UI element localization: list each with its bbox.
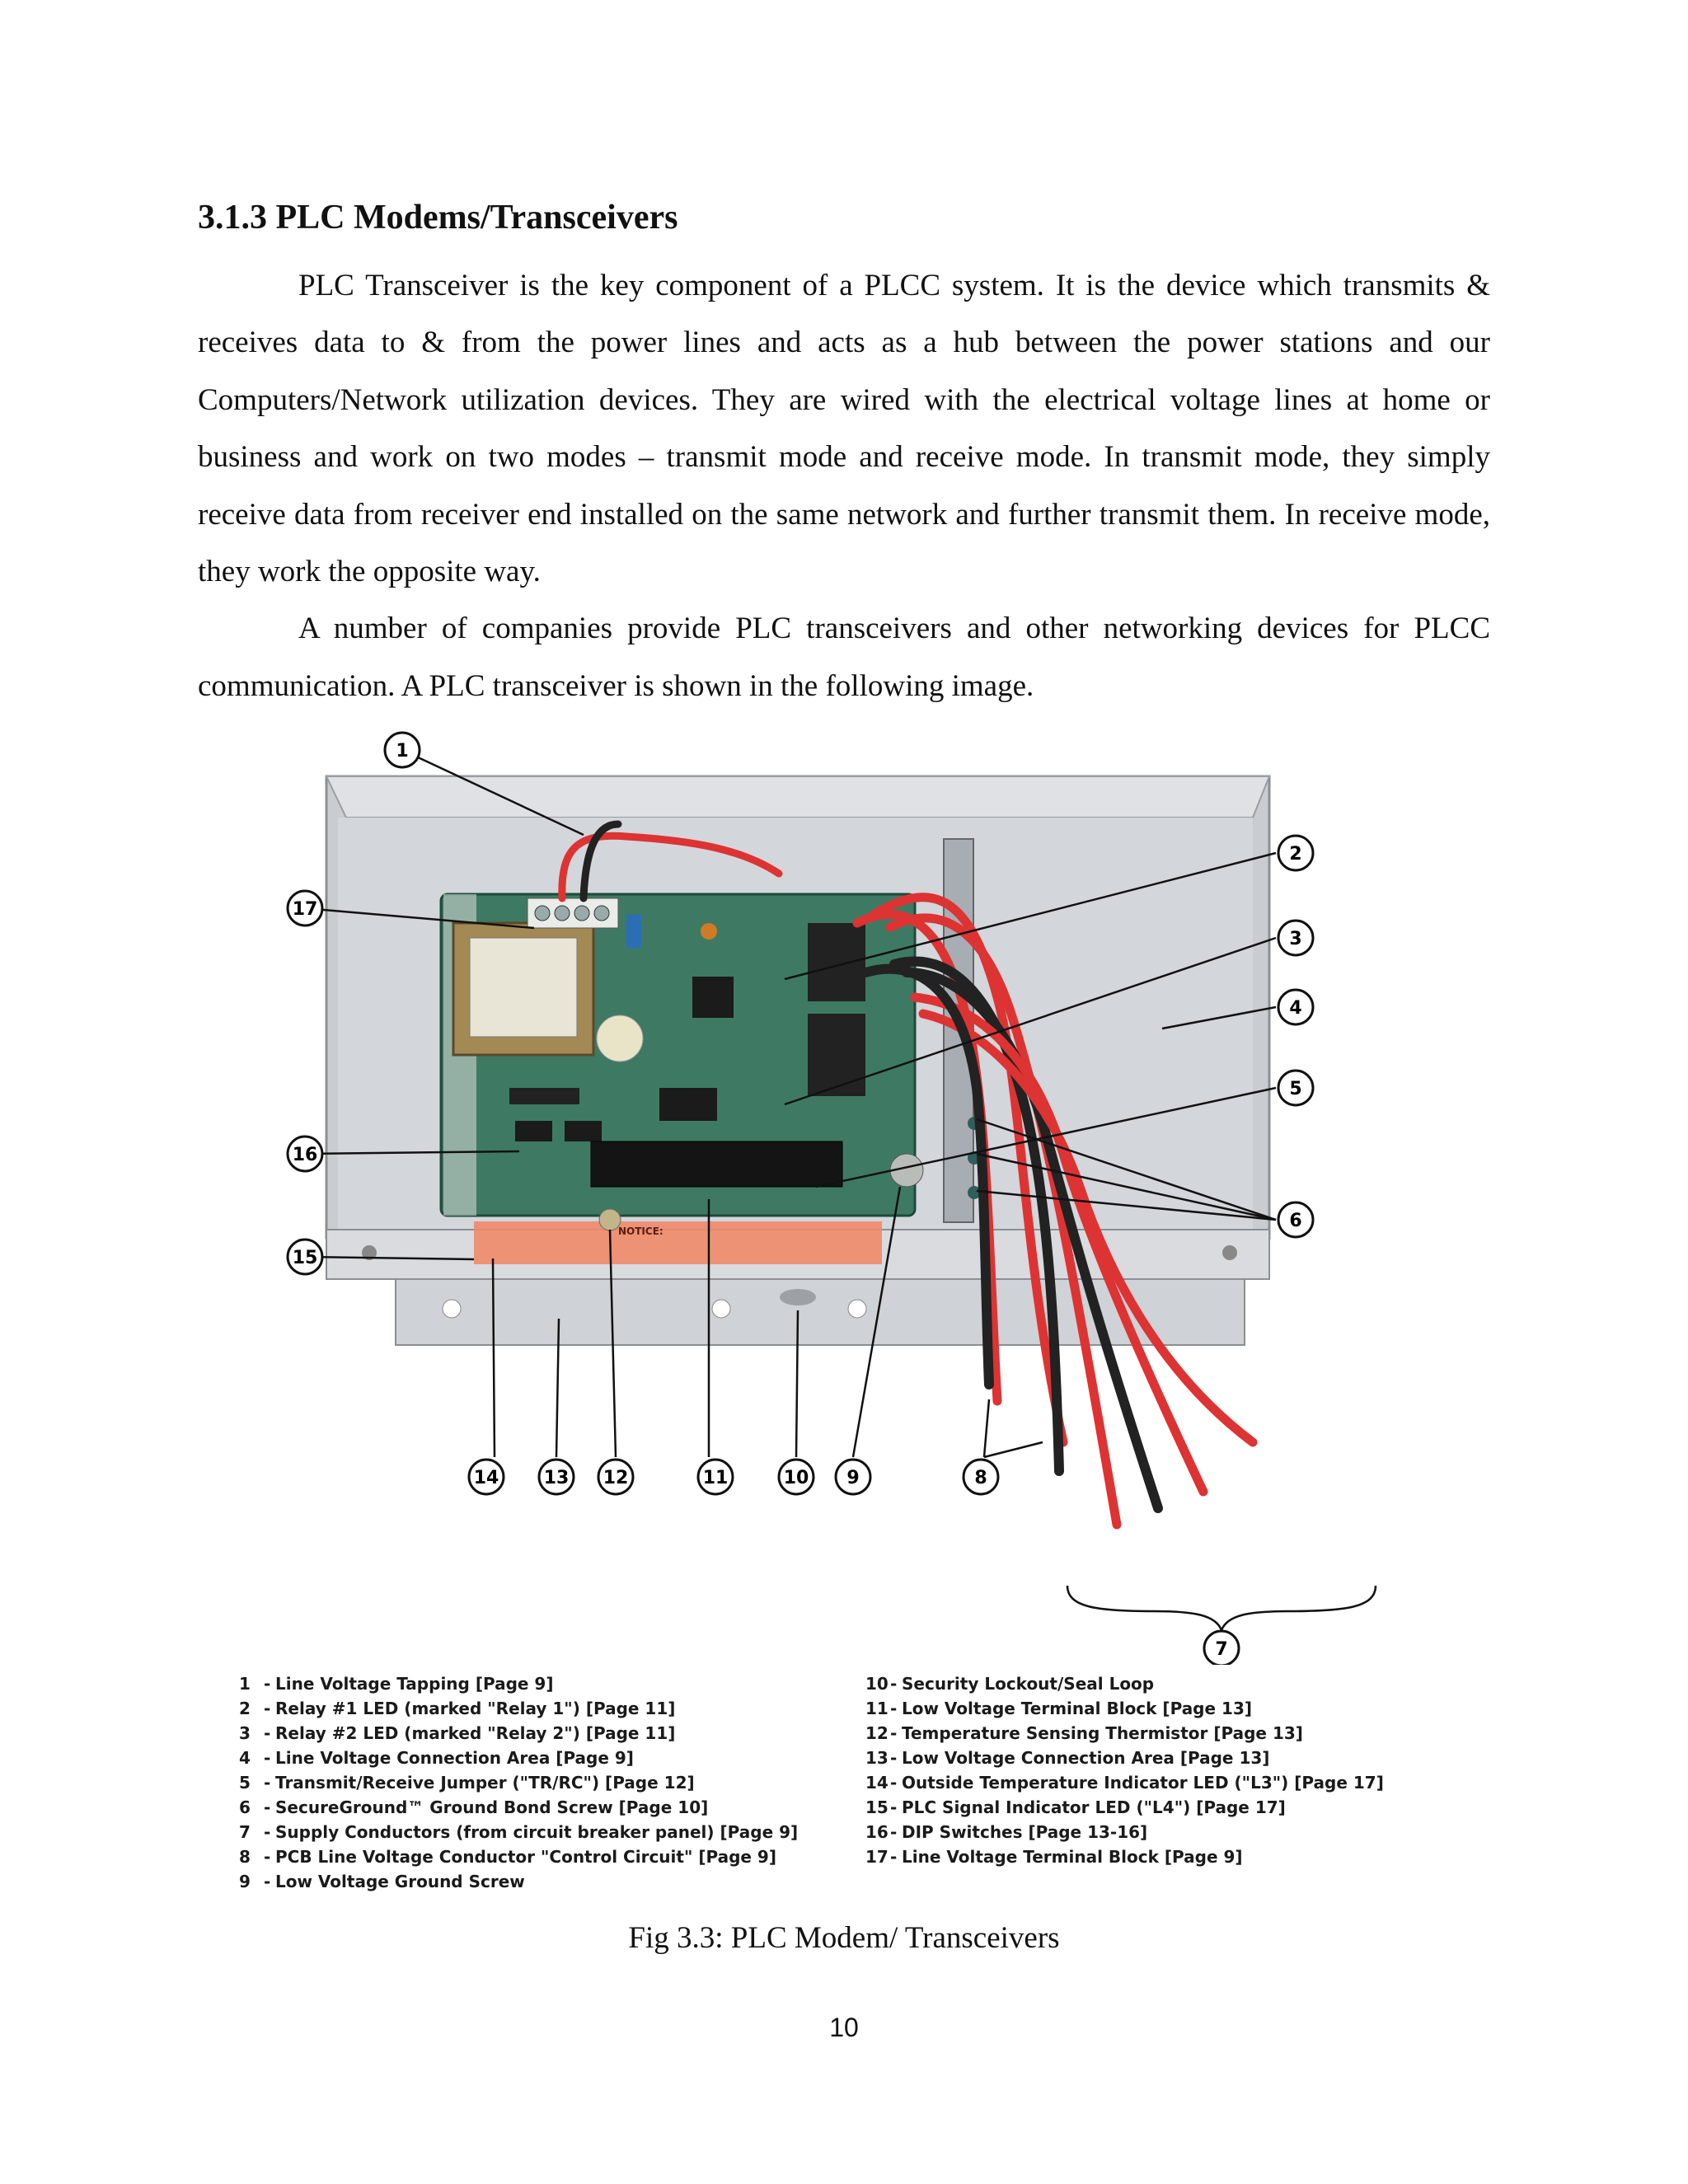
legend-item: [865, 1696, 1459, 1721]
legend-item-text: Supply Conductors (from circuit breaker panel) [Page 9]: [275, 1822, 799, 1842]
callout-4: [1278, 990, 1313, 1024]
thermistor: [599, 1209, 621, 1230]
svg-text:5: 5: [1289, 1079, 1302, 1099]
legend-item: [865, 1746, 1459, 1770]
callout-7: [1204, 1631, 1239, 1665]
legend-dash: -: [890, 1699, 898, 1718]
callout-12: [598, 1460, 633, 1494]
legend-item: [865, 1820, 1459, 1844]
legend-dash: -: [890, 1723, 898, 1743]
plc-transceiver-figure: [231, 725, 1459, 1904]
legend-item-number: 4: [239, 1748, 251, 1768]
legend-item-text: Transmit/Receive Jumper ("TR/RC") [Page 12]: [275, 1773, 695, 1793]
legend-item-number: 7: [239, 1822, 251, 1842]
svg-text:8: 8: [974, 1468, 987, 1488]
legend-item: [239, 1770, 832, 1795]
legend-item-number: 1: [239, 1674, 251, 1694]
relay-1: [808, 923, 865, 1001]
legend-item-number: 2: [239, 1699, 251, 1718]
legend-item-number: 3: [239, 1723, 251, 1743]
svg-text:10: 10: [783, 1468, 809, 1488]
ic-chip: [659, 1088, 717, 1121]
callout-11: [698, 1460, 733, 1494]
legend-item: [865, 1844, 1459, 1869]
legend-dash: -: [890, 1797, 898, 1817]
legend-item: [865, 1721, 1459, 1746]
notice-sticker: [474, 1221, 882, 1264]
legend-dash: -: [264, 1699, 271, 1718]
svg-text:9: 9: [846, 1468, 860, 1488]
legend-column-right: [865, 1671, 1459, 1894]
mount-hole: [848, 1300, 866, 1318]
legend-item-number: 17: [865, 1847, 889, 1867]
legend-dash: -: [264, 1748, 271, 1768]
svg-text:16: 16: [292, 1145, 318, 1165]
legend-item-text: Outside Temperature Indicator LED ("L3") [Page 17]: [902, 1773, 1384, 1793]
callout-16: [288, 1137, 322, 1171]
ic-chip: [692, 977, 734, 1018]
legend-item-text: Line Voltage Tapping [Page 9]: [275, 1674, 554, 1694]
legend-item: [239, 1671, 832, 1696]
capacitor: [626, 915, 641, 948]
legend-item: [865, 1770, 1459, 1795]
legend-item-number: 12: [865, 1723, 889, 1743]
body-text: [198, 257, 1490, 715]
legend-item: [865, 1795, 1459, 1820]
legend-item-text: Line Voltage Terminal Block [Page 9]: [902, 1847, 1243, 1867]
legend-item: [239, 1820, 832, 1844]
svg-text:1: 1: [396, 741, 409, 762]
paragraph-1: PLC Transceiver is the key component of a PLCC system. It is the device which transmits & receives data to & from the power lines and acts as a hub between the power stations and our Computers/Network utilization devices. They are wired with the electrical voltage lines at home or business and work on two modes – transmit mode and receive mode. In transmit mode, they simply receive data from receiver end installed on the same network and further transmit them. In receive mode, they work the opposite way.: [198, 269, 1490, 589]
legend-item-text: PLC Signal Indicator LED ("L4") [Page 17]: [902, 1797, 1286, 1817]
legend-item: [239, 1795, 832, 1820]
svg-text:17: 17: [292, 899, 318, 920]
capacitor: [701, 923, 717, 940]
svg-text:13: 13: [543, 1468, 570, 1488]
callout-6: [1278, 1202, 1313, 1237]
section-heading: 3.1.3 PLC Modems/Transceivers: [198, 199, 678, 237]
svg-text:12: 12: [603, 1468, 629, 1488]
legend-item-text: DIP Switches [Page 13-16]: [902, 1822, 1148, 1842]
legend-item-number: 5: [239, 1773, 251, 1793]
legend-dash: -: [264, 1797, 271, 1817]
legend-item-number: 15: [865, 1797, 889, 1817]
paragraph-2: A number of companies provide PLC transceivers and other networking devices for PLCC communication. A PLC transceiver is shown in the following image.: [198, 612, 1490, 703]
transformer-label: [470, 938, 577, 1037]
svg-text:11: 11: [702, 1468, 729, 1488]
relay-2: [808, 1014, 865, 1096]
callout-1: [385, 733, 420, 767]
ic-chip: [565, 1121, 602, 1141]
callout-9: [836, 1460, 870, 1494]
legend-item-number: 16: [865, 1822, 889, 1842]
svg-text:6: 6: [1289, 1211, 1302, 1231]
legend-item-number: 11: [865, 1699, 889, 1718]
legend-item-number: 13: [865, 1748, 889, 1768]
legend-dash: -: [264, 1872, 271, 1891]
callout-5: [1278, 1071, 1313, 1105]
legend-dash: -: [890, 1748, 898, 1768]
callout-8: [964, 1460, 998, 1494]
legend-dash: -: [890, 1822, 898, 1842]
svg-text:7: 7: [1215, 1639, 1228, 1660]
legend-dash: -: [264, 1674, 271, 1694]
callout-10: [779, 1460, 814, 1494]
callout-17: [288, 891, 322, 926]
legend-dash: -: [890, 1674, 898, 1694]
legend-dash: -: [264, 1847, 271, 1867]
svg-text:3: 3: [1289, 929, 1302, 949]
legend-item: [239, 1746, 832, 1770]
svg-text:4: 4: [1289, 998, 1302, 1019]
callout-2: [1278, 836, 1313, 870]
svg-text:14: 14: [473, 1468, 499, 1488]
svg-text:2: 2: [1289, 844, 1302, 865]
low-voltage-terminal-block: [591, 1141, 842, 1187]
figure-legend: [239, 1671, 1459, 1894]
plc-transceiver-photo: [231, 725, 1459, 1665]
page-number: 10: [829, 2013, 859, 2042]
legend-item-number: 6: [239, 1797, 251, 1817]
legend-dash: -: [264, 1822, 271, 1842]
notice-label: NOTICE:: [618, 1226, 663, 1237]
legend-item-text: Security Lockout/Seal Loop: [902, 1674, 1155, 1694]
callout-13: [539, 1460, 574, 1494]
legend-item-number: 14: [865, 1773, 889, 1793]
legend-dash: -: [264, 1773, 271, 1793]
screw-hole: [1222, 1245, 1237, 1260]
legend-item-text: Low Voltage Connection Area [Page 13]: [902, 1748, 1270, 1768]
legend-item-number: 10: [865, 1674, 889, 1694]
mount-hole: [712, 1300, 730, 1318]
legend-item: [239, 1869, 832, 1894]
legend-item-text: Low Voltage Terminal Block [Page 13]: [902, 1699, 1252, 1718]
legend-dash: -: [890, 1773, 898, 1793]
legend-item-text: SecureGround™ Ground Bond Screw [Page 10]: [275, 1797, 709, 1817]
dip-switch-bank: [509, 1088, 579, 1104]
legend-item-number: 9: [239, 1872, 251, 1891]
mount-hole: [443, 1300, 461, 1318]
callout-14: [469, 1460, 504, 1494]
legend-item-text: PCB Line Voltage Conductor "Control Circuit" [Page 9]: [275, 1847, 776, 1867]
seal-loop: [780, 1289, 816, 1305]
legend-item-text: Relay #2 LED (marked "Relay 2") [Page 11]: [275, 1723, 676, 1743]
legend-item: [239, 1696, 832, 1721]
legend-dash: -: [264, 1723, 271, 1743]
legend-item-text: Low Voltage Ground Screw: [275, 1872, 525, 1891]
legend-item: [239, 1721, 832, 1746]
callout-15: [288, 1240, 322, 1274]
legend-item-text: Relay #1 LED (marked "Relay 1") [Page 11]: [275, 1699, 676, 1718]
legend-item-text: Temperature Sensing Thermistor [Page 13]: [902, 1723, 1303, 1743]
buzzer: [597, 1015, 643, 1062]
ic-chip: [515, 1121, 552, 1141]
legend-item-text: Line Voltage Connection Area [Page 9]: [275, 1748, 634, 1768]
enclosure-top-wall: [326, 776, 1269, 818]
legend-item-number: 8: [239, 1847, 251, 1867]
legend-dash: -: [890, 1847, 898, 1867]
legend-column-left: [239, 1671, 832, 1894]
legend-item: [239, 1844, 832, 1869]
svg-text:15: 15: [292, 1248, 318, 1268]
callout-3: [1278, 921, 1313, 955]
legend-item: [865, 1671, 1459, 1696]
figure-caption: Fig 3.3: PLC Modem/ Transceivers: [628, 1921, 1060, 1955]
